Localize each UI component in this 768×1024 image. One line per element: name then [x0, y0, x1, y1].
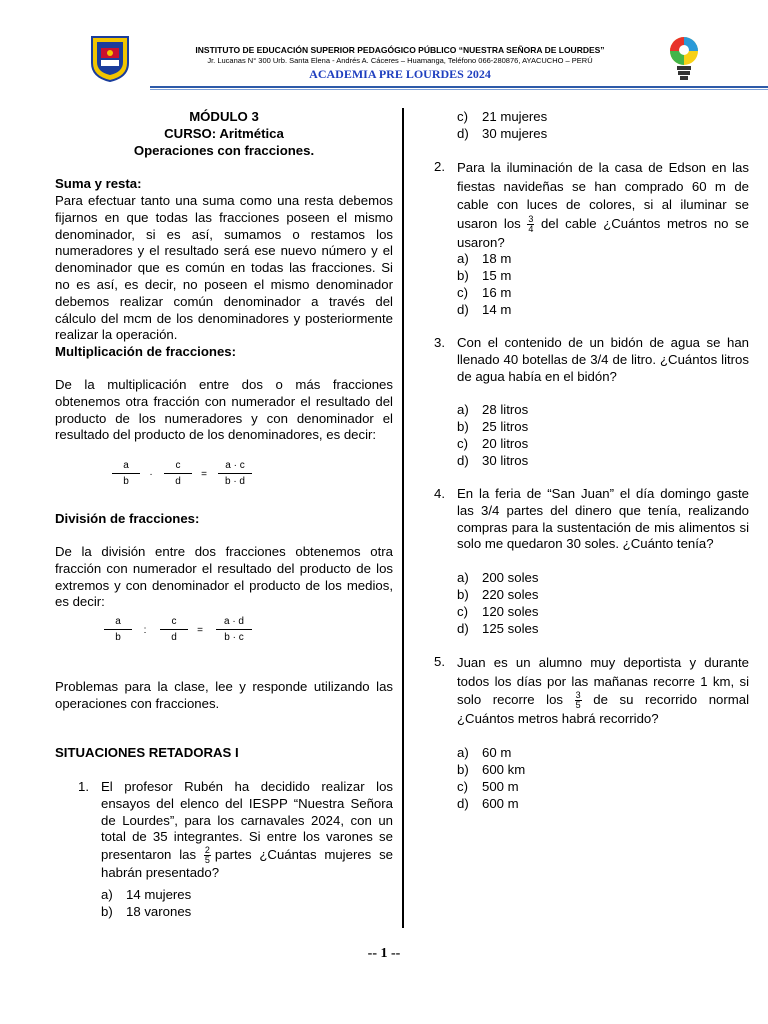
header-rule — [150, 86, 768, 88]
sum-heading: Suma y resta: — [55, 176, 142, 191]
question-4-option-a[interactable]: a) 200 soles — [457, 570, 539, 585]
question-4-option-d[interactable]: d) 125 soles — [457, 621, 539, 636]
page-number: -- 1 -- — [367, 946, 401, 961]
question-2-option-c[interactable]: c) 16 m — [457, 285, 512, 300]
question-3-option-a[interactable]: a) 28 litros — [457, 402, 529, 417]
header-rule-thin — [150, 89, 768, 90]
question-4-option-b[interactable]: b) 220 soles — [457, 587, 539, 602]
question-1-option-b[interactable]: b) 18 varones — [101, 904, 192, 919]
question-2-option-d[interactable]: d) 14 m — [457, 302, 512, 317]
division-heading: División de fracciones: — [55, 511, 200, 526]
course-title: CURSO: Aritmética — [164, 126, 284, 141]
multiplication-heading: Multiplicación de fracciones: — [55, 344, 236, 359]
question-1-option-d[interactable]: d) 30 mujeres — [457, 126, 548, 141]
lightbulb-logo — [664, 33, 704, 85]
sum-paragraph: Para efectuar tanto una suma como una resta debemos fijarnos en que todas las fracciones poseen el mismo denominador, si es así, sumamos o restamos los numeradores y el resultado será ese nuevo número y el denominador que es común en todas las fracciones. Si no es así, es decir, no poseen el mismo denominador debemos realizar común denominador a través del cálculo del mcm de los denominadores y posteriormente realizar la operación. — [55, 193, 393, 343]
institute-address: Jr. Lucanas N° 300 Urb. Santa Elena - Andrés A. Cáceres – Huamanga, Teléfono 066-280876, AYACUCHO – PERÚ — [207, 56, 593, 65]
question-1-option-c[interactable]: c) 21 mujeres — [457, 109, 548, 124]
question-2-option-b[interactable]: b) 15 m — [457, 268, 512, 283]
module-title: MÓDULO 3 — [189, 109, 259, 124]
topic-title: Operaciones con fracciones. — [133, 143, 315, 158]
question-2-fraction: $\frac{3}{4}$ — [528, 213, 534, 234]
question-1-number: 1. — [78, 779, 89, 794]
question-5-option-a[interactable]: a) 60 m — [457, 745, 512, 760]
question-3-option-c[interactable]: c) 20 litros — [457, 436, 529, 451]
question-3-option-d[interactable]: d) 30 litros — [457, 453, 529, 468]
question-2-text: Para la iluminación de la casa de Edson en las fiestas navideñas se han comprado 60 m de cable con luces de colores, si al iluminar se usaron los $\frac{3}{4}$ del cable ¿Cuántos metros no se usaron? — [457, 160, 749, 250]
question-4-number: 4. — [434, 486, 445, 501]
question-3-number: 3. — [434, 335, 445, 350]
division-formula: a b : c d = a · d b · c — [104, 616, 264, 650]
question-1-fraction: $\frac{2}{5}$ — [204, 845, 210, 866]
question-4-option-c[interactable]: c) 120 soles — [457, 604, 539, 619]
question-5-option-d[interactable]: d) 600 m — [457, 796, 519, 811]
question-1-option-a[interactable]: a) 14 mujeres — [101, 887, 192, 902]
question-1-text: El profesor Rubén ha decidido realizar los ensayos del elenco del IESPP “Nuestra Señora de Lourdes”, para los carnavales 2024, con un total de 35 integrantes. Si entre los varones se presentaron las $\frac{2}{5}$ partes ¿Cuántas mujeres se habrán presentado? — [101, 779, 394, 881]
multiplication-formula: a b · c d = a · c b · d — [112, 460, 262, 494]
problems-intro: Problemas para la clase, lee y responde utilizando las operaciones con fracciones. — [55, 679, 393, 711]
division-paragraph: De la división entre dos fracciones obtenemos otra fracción con numerador el resultado del producto de los extremos y con denominador el producto de los medios, es decir: — [55, 544, 393, 610]
question-5-option-c[interactable]: c) 500 m — [457, 779, 519, 794]
question-4-text: En la feria de “San Juan” el día domingo gaste las 3/4 partes del dinero que tenía, realizando compras para la sustentación de mis alimentos si solo me quedaron 30 soles. ¿Cuánto tenía? — [457, 486, 749, 552]
question-2-option-a[interactable]: a) 18 m — [457, 251, 512, 266]
institute-logo — [88, 33, 132, 83]
question-3-text: Con el contenido de un bidón de agua se han llenado 40 botellas de 3/4 de litro. ¿Cuántos litros de agua había en el bidón? — [457, 335, 749, 384]
institute-name: INSTITUTO DE EDUCACIÓN SUPERIOR PEDAGÓGICO PÚBLICO “NUESTRA SEÑORA DE LOURDES” — [195, 45, 605, 55]
question-5-fraction: $\frac{3}{5}$ — [575, 690, 581, 711]
question-3-option-b[interactable]: b) 25 litros — [457, 419, 529, 434]
situations-heading: SITUACIONES RETADORAS I — [55, 745, 239, 760]
academy-title: ACADEMIA PRE LOURDES 2024 — [309, 67, 491, 81]
question-5-number: 5. — [434, 654, 445, 669]
question-5-text: Juan es un alumno muy deportista y durante todos los días por las mañanas recorre 1 km, si solo recorre los $\frac{3}{5}$ de su recorrido normal ¿Cuántos metros habrá recorrido? — [457, 655, 750, 727]
question-5-option-b[interactable]: b) 600 km — [457, 762, 526, 777]
multiplication-paragraph: De la multiplicación entre dos o más fracciones obtenemos otra fracción con numerador el resultado del producto de los numeradores y con denominador el resultado del producto de los denominadores, es decir: — [55, 377, 393, 443]
column-divider — [402, 108, 404, 928]
question-2-number: 2. — [434, 159, 445, 174]
